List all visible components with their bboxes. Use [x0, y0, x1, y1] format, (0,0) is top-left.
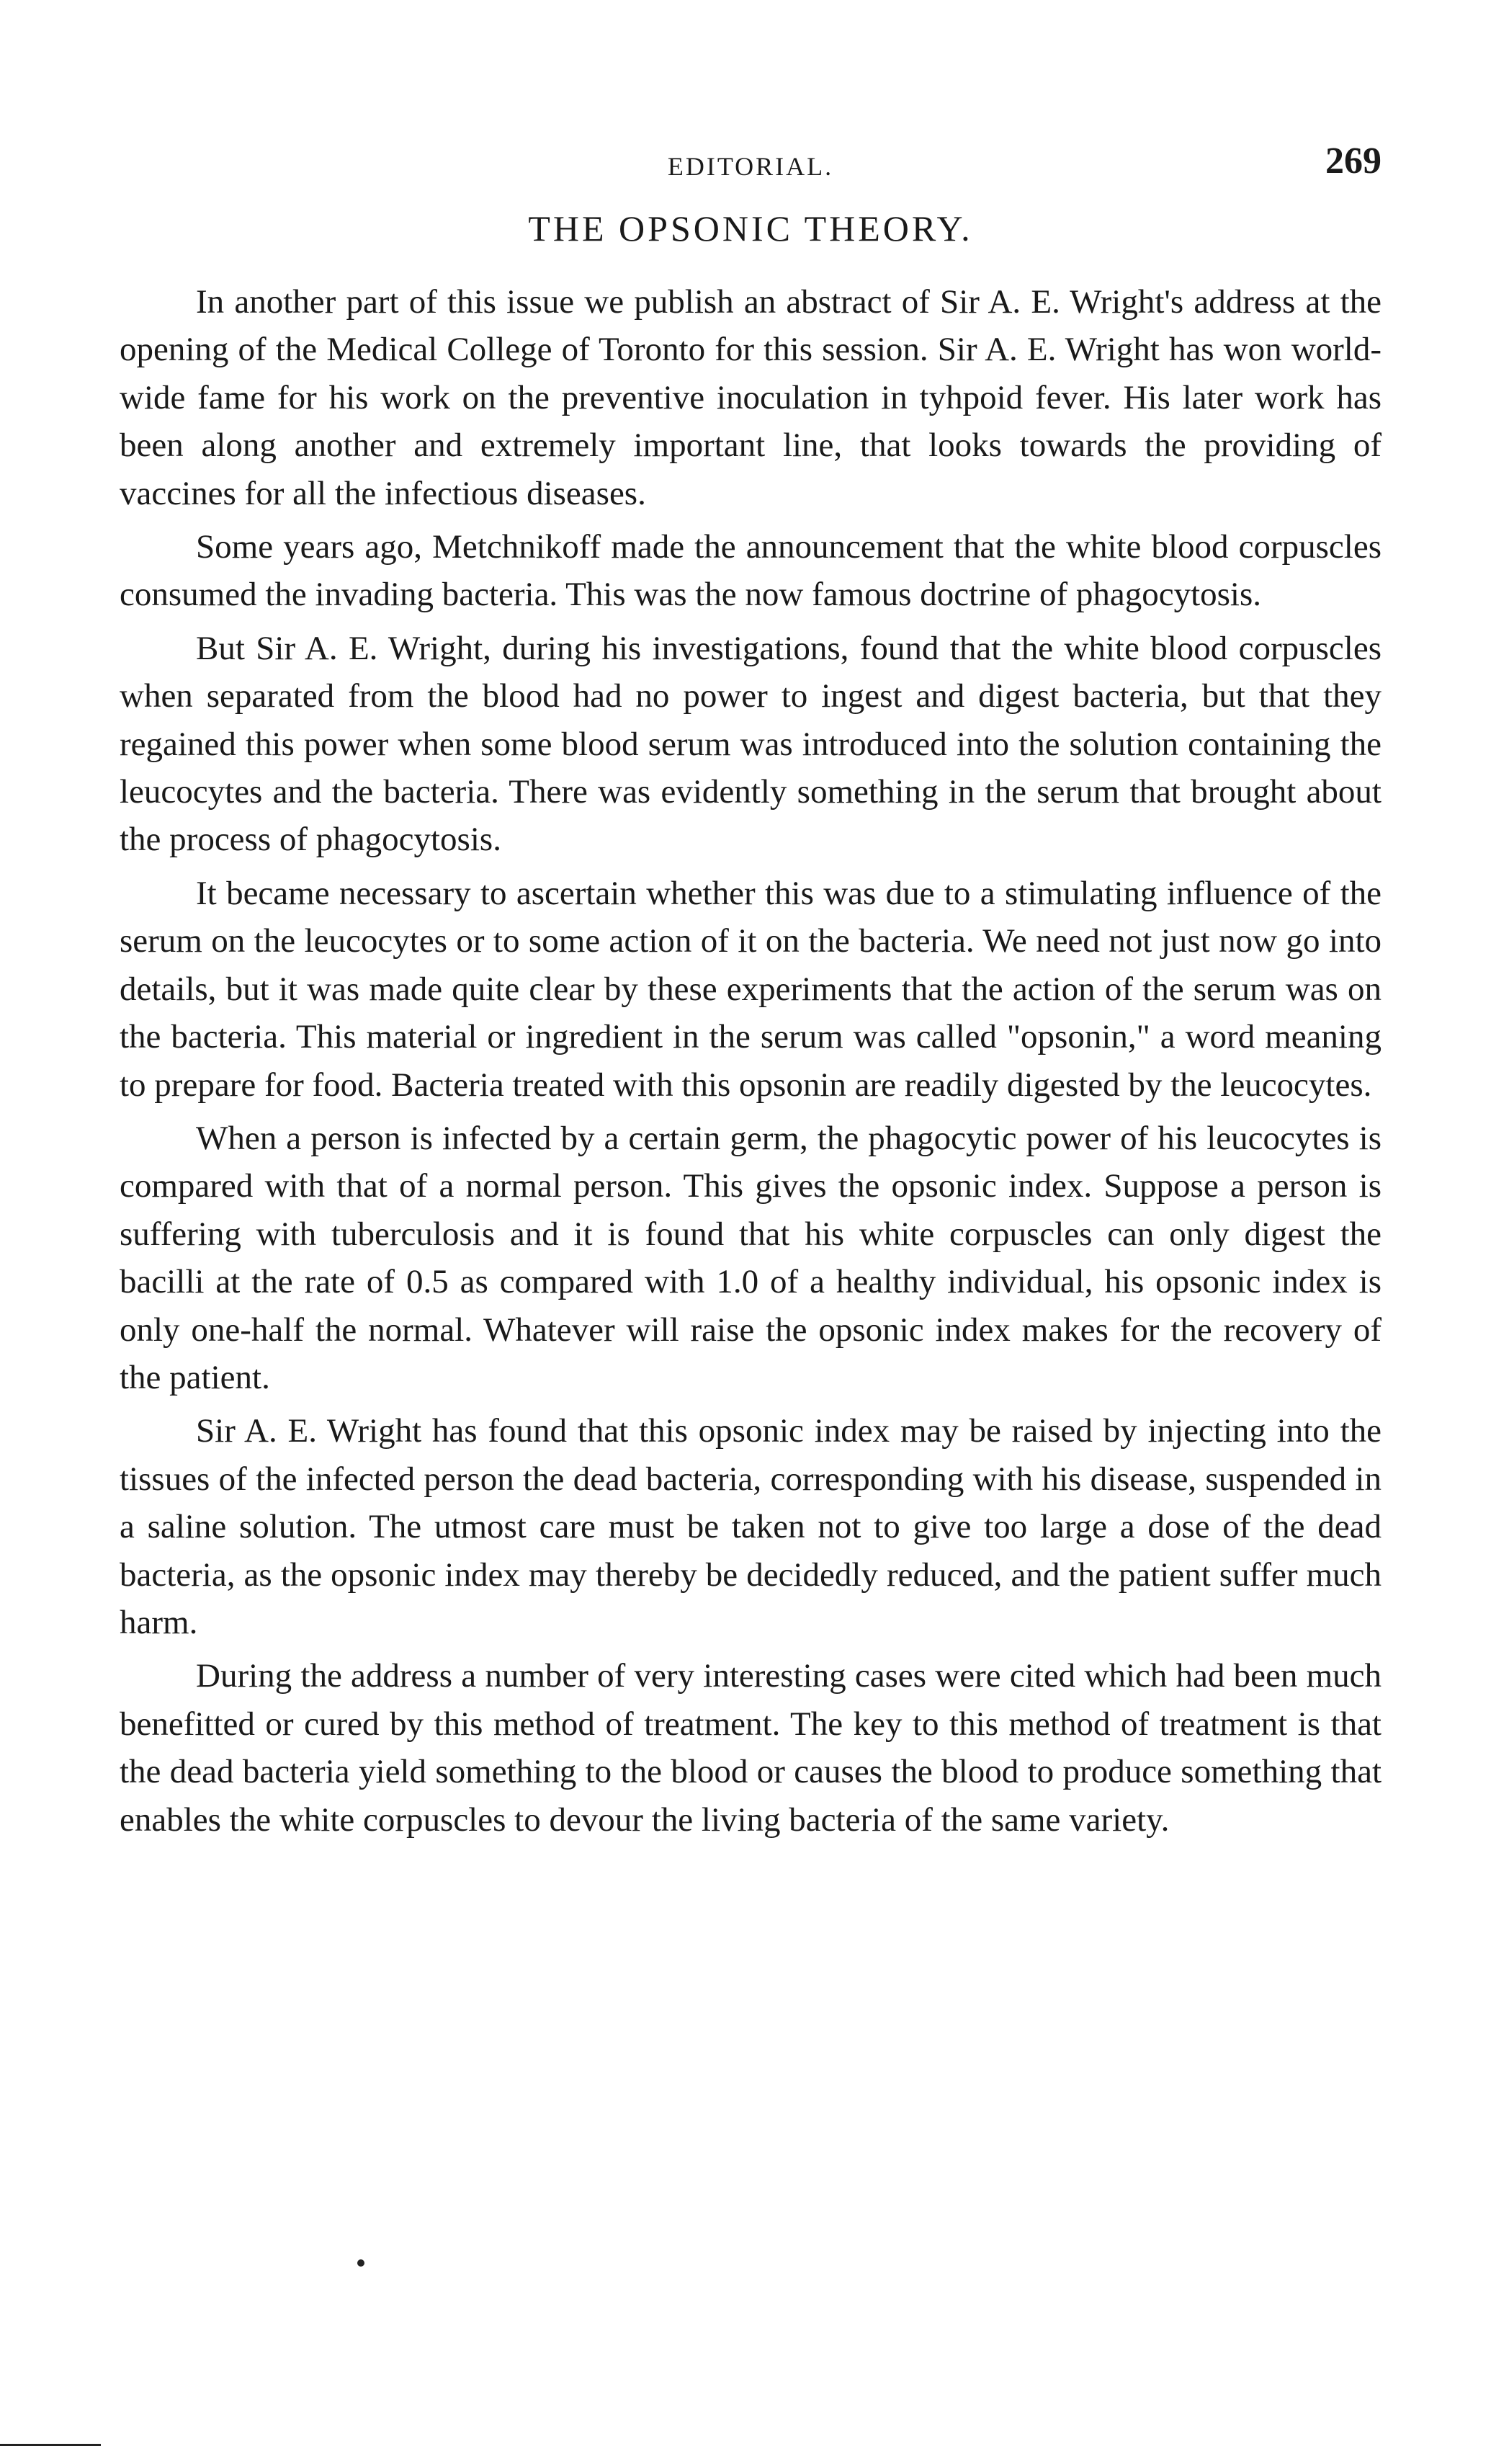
article-body	[120, 278, 1382, 1844]
running-head	[120, 122, 1382, 187]
page-number: 269	[1325, 140, 1382, 182]
page	[120, 122, 1382, 1849]
running-title: EDITORIAL.	[667, 152, 834, 181]
footnote-rule	[0, 2444, 101, 2446]
paragraph: During the address a number of very interesting cases were cited which had been much benefitted or cured by this method of treatment. The key to this method of treatment is that the dead bacteria yield something to the blood or causes the blood to produce something that enables the white corpuscles to devour the living bacteria of the same variety.	[120, 1657, 1382, 1839]
paragraph: It became necessary to ascertain whether this was due to a stimulating influence of the serum on the leucocytes or to some action of it on the bacteria. We need not just now go into details, but it was made quite clear by these experiments that the action of the serum was on the bacteria. This material or ingredient in the serum was called "opsonin," a word meaning to prepare for food. Bacteria treated with this opsonin are readily digested by the leucocytes.	[120, 874, 1382, 1104]
paragraph: But Sir A. E. Wright, during his investigations, found that the white blood corpuscles when separated from the blood had no power to ingest and digest bacteria, but that they regained this power when some blood serum was introduced into the solution containing the leucocytes and the bacteria. There was evidently something in the serum that brought about the process of phagocytosis.	[120, 629, 1382, 859]
paragraph: When a person is infected by a certain germ, the phagocytic power of his leucocytes is compared with that of a normal person. This gives the opsonic index. Suppose a person is suffering with tuberculosis and it is found that his white corpuscles can only digest the bacilli at the rate of 0.5 as compared with 1.0 of a healthy individual, his opsonic index is only one-half the normal. Whatever will raise the opsonic index makes for the recovery of the patient.	[120, 1119, 1382, 1396]
printer-mark-dot	[357, 2259, 364, 2267]
paragraph: Sir A. E. Wright has found that this opsonic index may be raised by injecting into the tissues of the infected person the dead bacteria, corresponding with his disease, suspended in a saline solution. The utmost care must be taken not to give too large a dose of the dead bacteria, as the opsonic index may thereby be decidedly reduced, and the patient suffer much harm.	[120, 1412, 1382, 1641]
paragraph: Some years ago, Metchnikoff made the announcement that the white blood corpuscles consumed the invading bacteria. This was the now famous doctrine of phagocytosis.	[120, 528, 1382, 614]
article-title: THE OPSONIC THEORY.	[528, 208, 973, 249]
paragraph: In another part of this issue we publish an abstract of Sir A. E. Wright's address at the opening of the Medical College of Toronto for this session. Sir A. E. Wright has won world-wide fame for his work on the preventive inoculation in tyhpoid fever. His later work has been along another and extremely important line, that looks towards the providing of vaccines for all the infectious diseases.	[120, 283, 1382, 512]
